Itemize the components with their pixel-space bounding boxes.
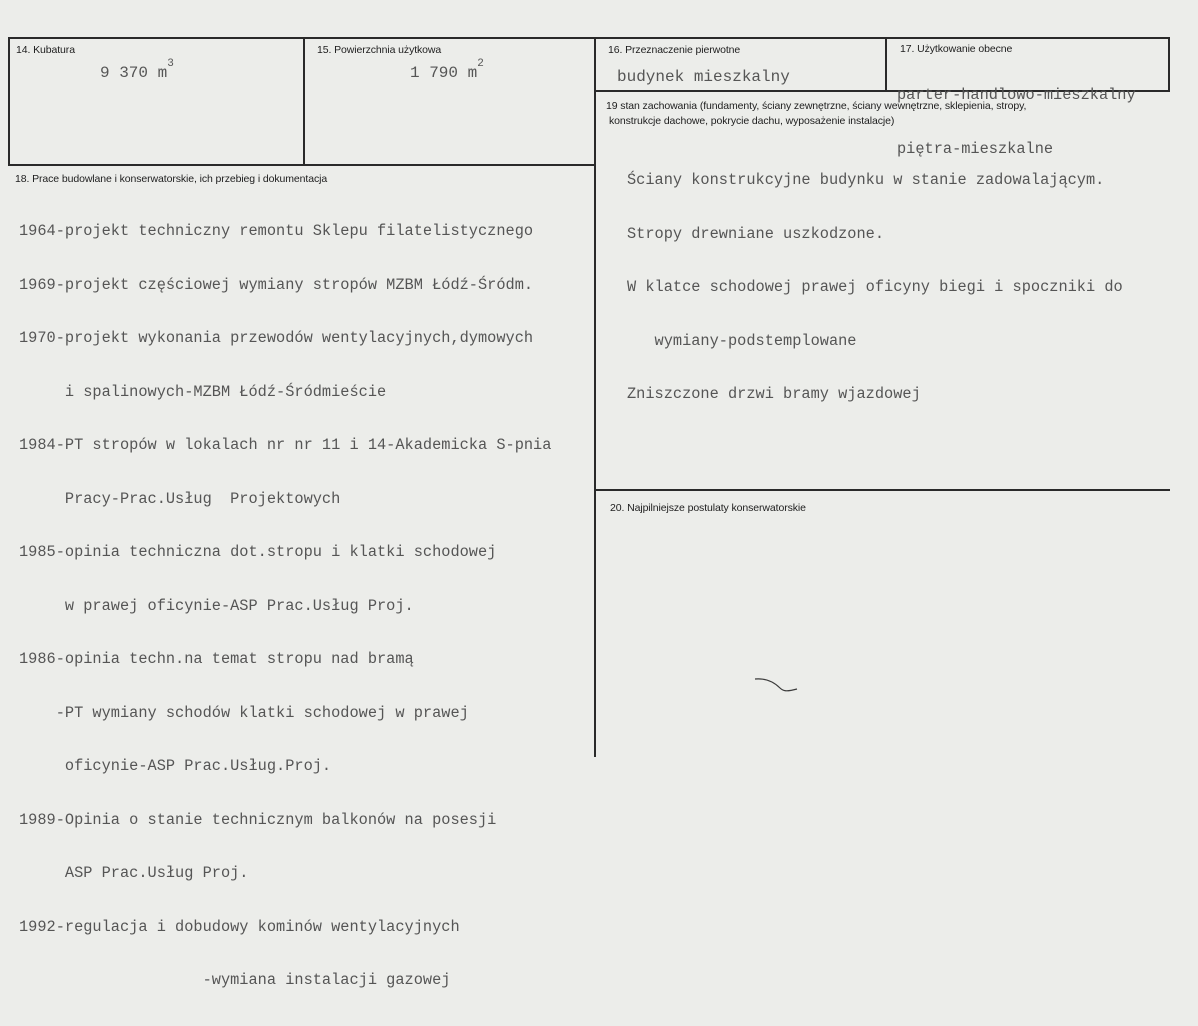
works-line: 1970-projekt wykonania przewodów wentylacyjnych,dymowych <box>19 329 534 347</box>
condition-line: W klatce schodowej prawej oficyny biegi i spoczniki do <box>627 278 1123 296</box>
works-line: 1969-projekt częściowej wymiany stropów MZBM Łódź-Śródm. <box>19 275 534 294</box>
field-14-label: 14. Kubatura <box>16 44 75 56</box>
kubatura-unit-exponent: 3 <box>167 58 174 70</box>
left-rule <box>8 37 10 165</box>
field-15-value <box>410 58 484 82</box>
divider-14-15 <box>303 37 305 165</box>
works-line: 1986-opinia techn.na temat stropu nad bramą <box>19 650 414 668</box>
current-use-line: parter-handlowo-mieszkalny <box>897 86 1136 104</box>
main-column-divider <box>594 37 596 757</box>
field-19-label-line: 19 stan zachowania (fundamenty, ściany zewnętrzne, ściany wewnętrzne, sklepienia, stropy, <box>606 100 1027 112</box>
kubatura-value: 9 370 m <box>100 64 168 82</box>
works-line: i spalinowych-MZBM Łódź-Śródmieście <box>19 382 387 401</box>
works-line: 1984-PT stropów w lokalach nr nr 11 i 14-Akademicka S-pnia <box>19 436 552 454</box>
field-17-label: 17. Użytkowanie obecne <box>900 43 1013 55</box>
field-19-label-line: konstrukcje dachowe, pokrycie dachu, wyposażenie instalacje) <box>609 115 895 127</box>
works-line: w prawej oficynie-ASP Prac.Usług Proj. <box>19 596 414 615</box>
works-line: oficynie-ASP Prac.Usług.Proj. <box>19 757 332 775</box>
field-19-text <box>627 136 1123 440</box>
works-line: 1989-Opinia o stanie technicznym balkonów na posesji <box>19 810 497 829</box>
rule-above-20 <box>594 489 1170 491</box>
works-line: 1992-regulacja i dobudowy kominów wentylacyjnych <box>19 917 460 936</box>
divider-16-17 <box>885 37 887 90</box>
condition-line: wymiany-podstemplowane <box>627 331 857 350</box>
top-rule <box>8 37 1170 39</box>
field-16-label: 16. Przeznaczenie pierwotne <box>608 44 741 56</box>
field-16-value: budynek mieszkalny <box>617 68 790 86</box>
field-18-text <box>19 187 551 1026</box>
current-use-line: piętra-mieszkalne <box>897 139 1054 158</box>
field-18-label: 18. Prace budowlane i konserwatorskie, ich przebieg i dokumentacja <box>15 173 328 185</box>
works-line: ASP Prac.Usług Proj. <box>19 864 249 882</box>
works-line: -wymiana instalacji gazowej <box>19 971 451 989</box>
works-line: Pracy-Prac.Usług Projektowych <box>19 489 341 508</box>
field-19-label <box>606 99 1026 129</box>
rule-under-14-15 <box>8 164 596 166</box>
condition-line: Stropy drewniane uszkodzone. <box>627 224 885 243</box>
field-14-value <box>100 58 174 82</box>
condition-line: Ściany konstrukcyjne budynku w stanie zadowalającym. <box>627 171 1105 189</box>
works-line: 1985-opinia techniczna dot.stropu i klatki schodowej <box>19 543 497 561</box>
condition-line: Zniszczone drzwi bramy wjazdowej <box>627 385 921 403</box>
works-line: -PT wymiany schodów klatki schodowej w prawej <box>19 703 469 722</box>
field-15-label: 15. Powierzchnia użytkowa <box>317 44 442 56</box>
right-rule <box>1168 37 1170 90</box>
pen-stroke-icon <box>752 674 802 698</box>
area-unit-exponent: 2 <box>477 58 484 70</box>
area-value: 1 790 m <box>410 64 478 82</box>
works-line: 1964-projekt techniczny remontu Sklepu filatelistycznego <box>19 222 534 240</box>
field-20-label: 20. Najpilniejsze postulaty konserwatorskie <box>610 502 806 514</box>
